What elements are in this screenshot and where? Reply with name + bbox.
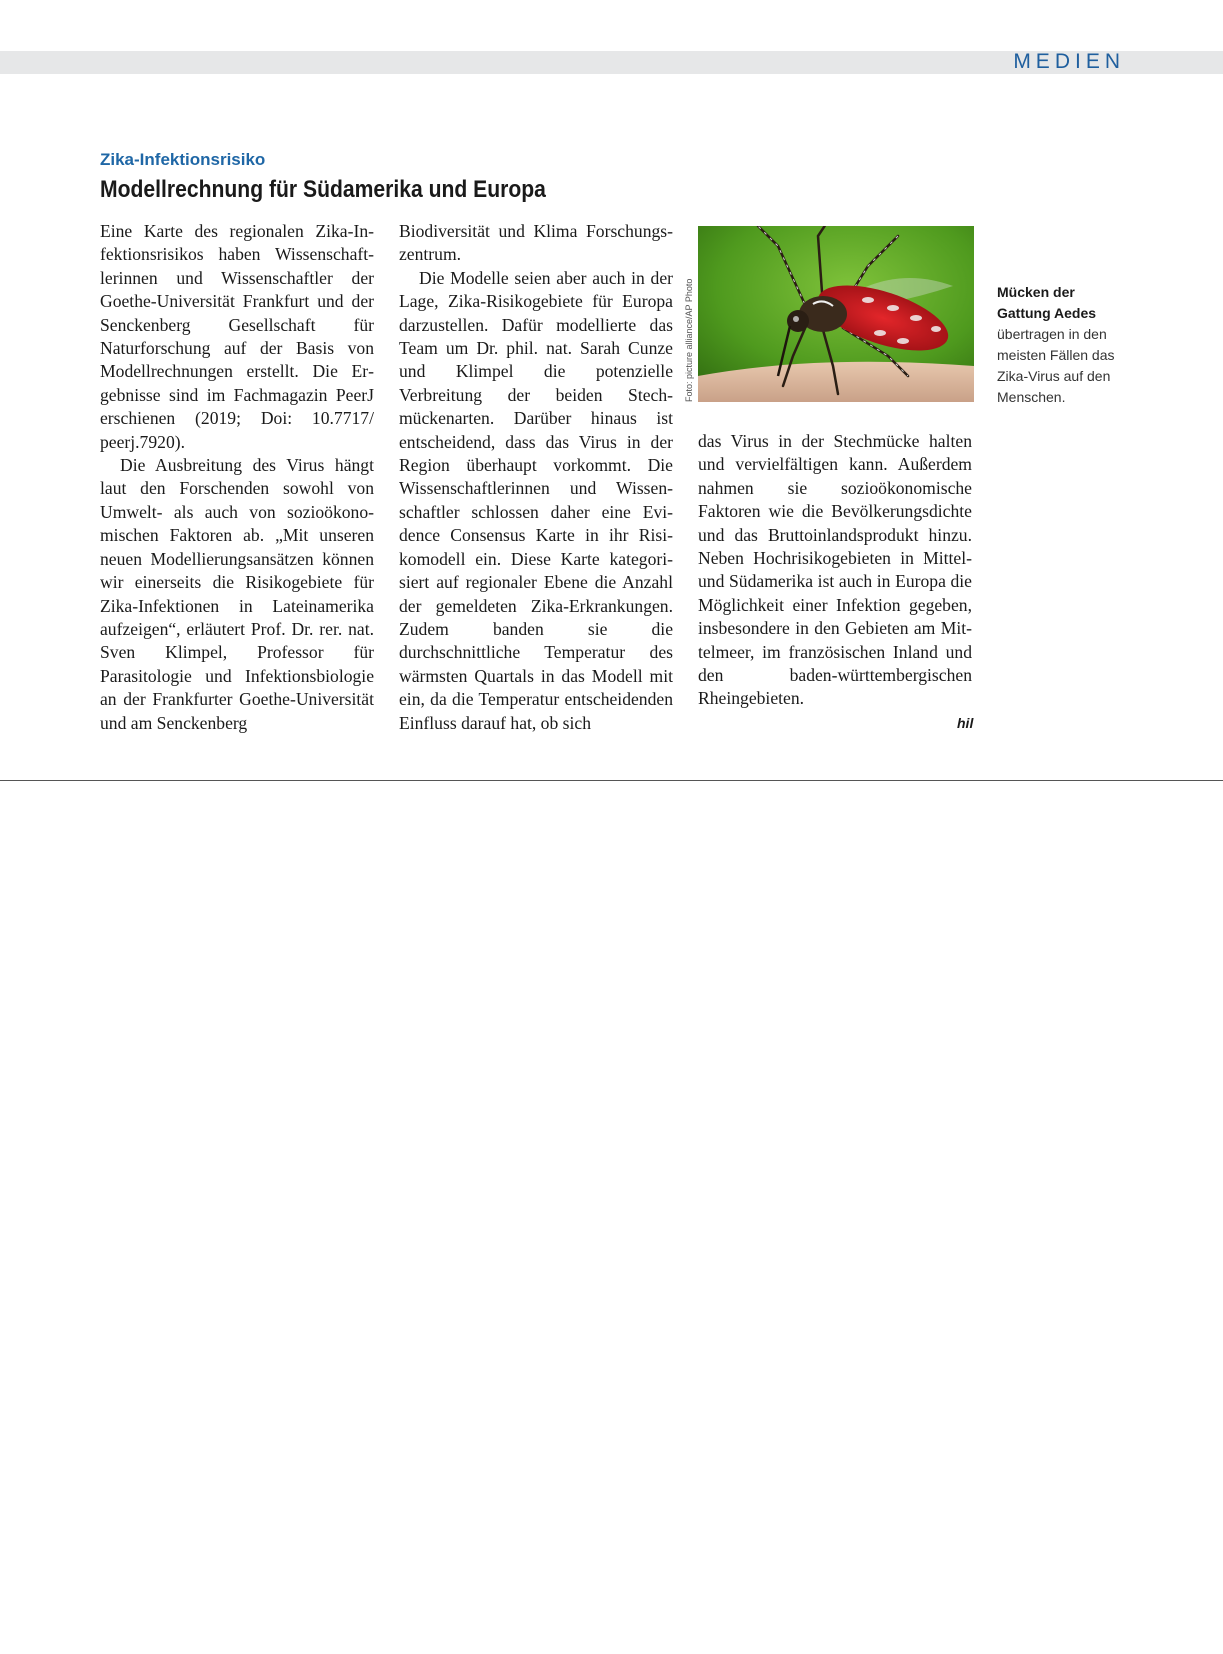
photo-credit: Foto: picture alliance/AP Photo xyxy=(684,278,694,402)
paragraph: Die Ausbreitung des Virus hängt laut den Forschenden sowohl von Umwelt- als auch von sozioökonomischen Faktoren ab. „Mit unseren neuen Modellierungsansätzen können wir einerseits die Risikogebiete für Zika-Infektionen in Lateinamerika aufzeigen“, erläutert Prof. Dr. rer. nat. Sven Klimpel, Professor für Parasitologie und Infektionsbiologie an der Frankfurter Goethe-Universität und am Senckenberg xyxy=(100,455,374,733)
photo-caption xyxy=(997,282,1127,408)
bottom-rule xyxy=(0,780,1223,781)
text-column-3 xyxy=(698,430,972,711)
text-column-1 xyxy=(100,220,374,735)
paragraph: Eine Karte des regionalen Zika-Infektionsrisikos haben Wissenschaftlerinnen und Wissenschaftler der Goethe-Universität Frankfurt und der Senckenberg Gesellschaft für Naturforschung auf der Basis von Modellrechnungen erstellt. Die Ergebnisse sind im Fachmagazin PeerJ erschienen (2019; Doi: 10.7717/ peerj.7920). xyxy=(100,221,374,452)
article-kicker: Zika-Infektionsrisiko xyxy=(100,150,266,169)
author-initials: hil xyxy=(957,715,974,731)
article-title: Modellrechnung für Südamerika und Europa xyxy=(100,176,546,203)
paragraph: das Virus in der Stechmücke halten und vervielfältigen kann. Außerdem nahmen sie sozioökonomische Faktoren wie die Bevölkerungsdichte und das Bruttoinlandsprodukt hinzu. Neben Hochrisikogebieten in Mittel- und Südamerika ist auch in Europa die Möglichkeit einer Infektion gegeben, insbesondere in den Gebieten am Mittelmeer, im französischen Inland und den baden-württembergischen Rheingebieten. xyxy=(698,431,972,709)
paragraph: Biodiversität und Klima Forschungszentrum. xyxy=(399,221,673,265)
caption-text: übertragen in den meisten Fällen das Zika-Virus auf den Menschen. xyxy=(997,326,1115,405)
mosquito-photo xyxy=(698,226,974,402)
section-label: MEDIEN xyxy=(1013,50,1125,73)
text-column-2 xyxy=(399,220,673,735)
caption-lead: Mücken der Gattung Aedes xyxy=(997,284,1097,321)
paragraph: Die Modelle seien aber auch in der Lage, Zika-Risikogebiete für Europa darzustellen. Dafür modellierte das Team um Dr. phil. nat. Sarah Cunze und Klimpel die potenzielle Verbreitung der beiden Stechmückenarten. Darüber hinaus ist entscheidend, dass das Virus in der Region überhaupt vorkommt. Die Wissenschaftlerinnen und Wissenschaftler schlossen daher eine Evidence Consensus Karte in ihr Risikomodell ein. Diese Karte kategorisiert auf regionaler Ebene die Anzahl der gemeldeten Zika-Erkrankungen. Zudem banden sie die durchschnittliche Temperatur des wärmsten Quartals in das Modell mit ein, da die Temperatur entscheidenden Einfluss darauf hat, ob sich xyxy=(399,267,673,733)
